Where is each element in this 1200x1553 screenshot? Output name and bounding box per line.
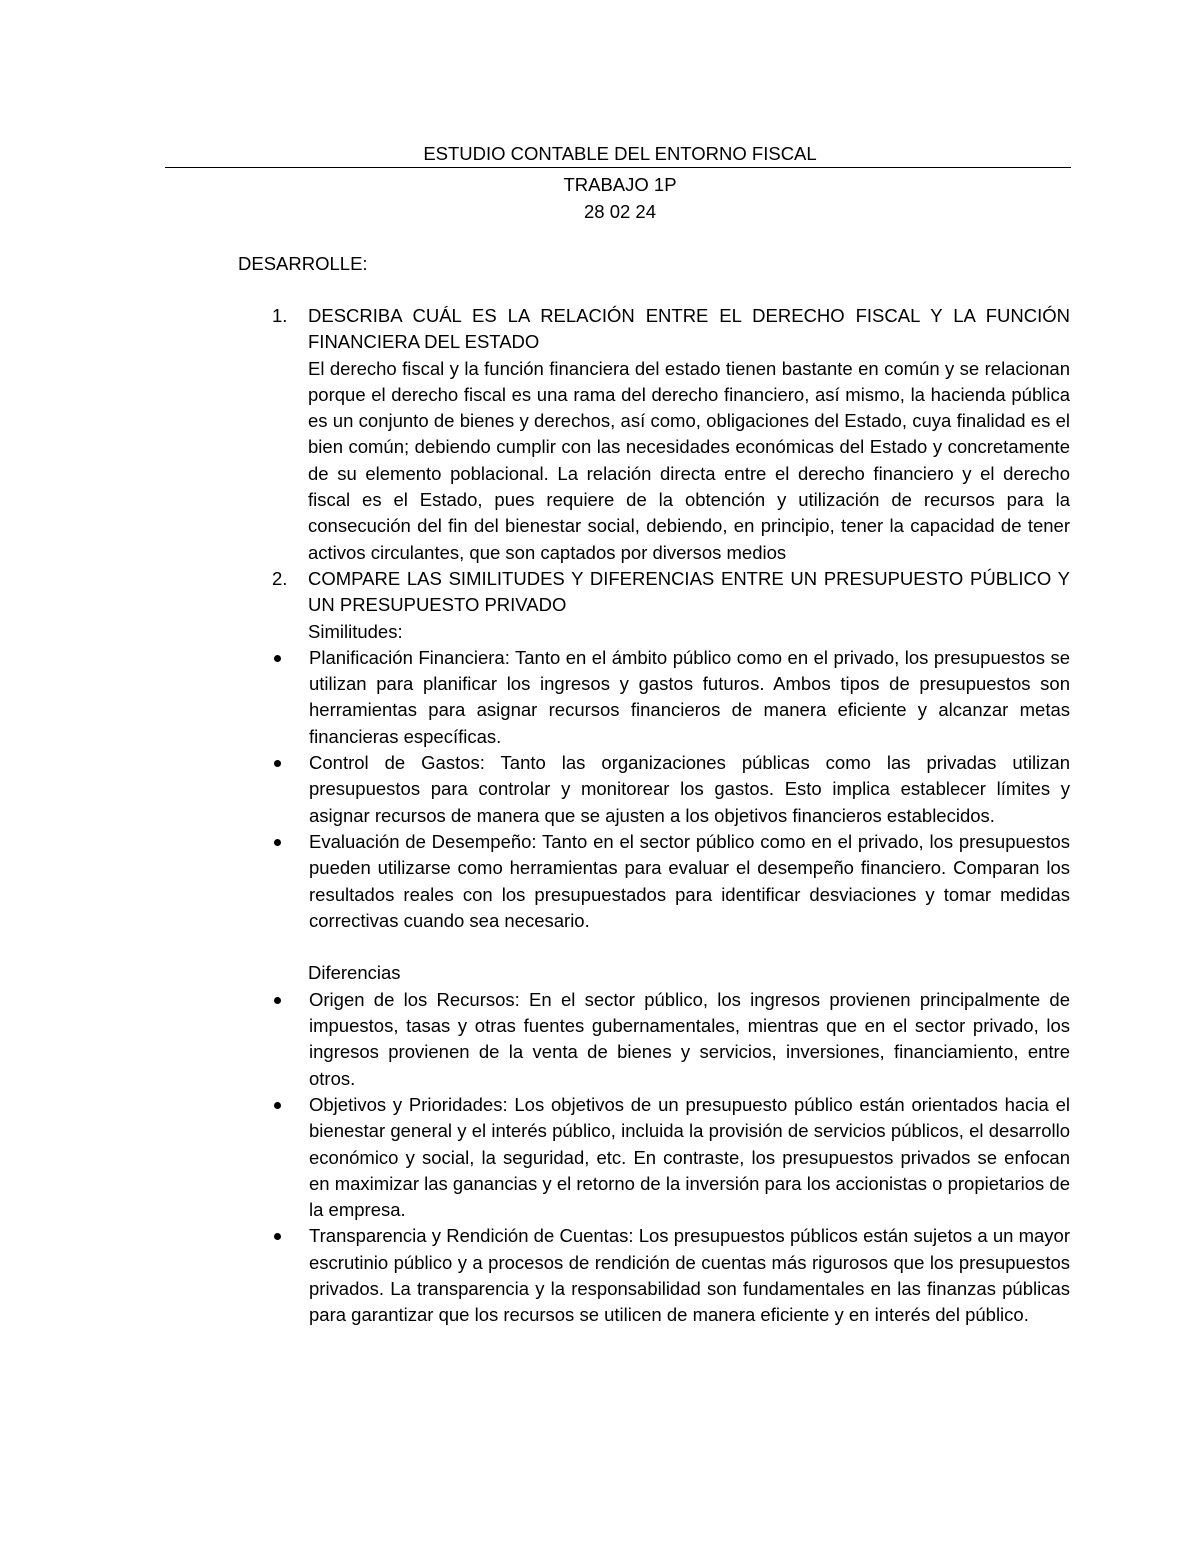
similarity-text: Planificación Financiera: Tanto en el ámbito público como en el privado, los presupuestos se utilizan para planificar los ingresos y gastos futuros. Ambos tipos de presupuestos son herramientas para asignar recursos financieros de manera eficiente y alcanzar metas financieras específicas. xyxy=(309,646,1070,747)
list-item xyxy=(238,1092,1070,1223)
difference-text: Origen de los Recursos: En el sector público, los ingresos provienen principalmente de impuestos, tasas y otras fuentes gubernamentales, mientras que en el sector privado, los ingresos provienen de la venta de bienes y servicios, inversiones, financiamiento, entre otros. xyxy=(309,988,1070,1089)
document-body xyxy=(238,303,1070,1329)
similarities-label: Similitudes: xyxy=(308,620,403,642)
question-1-number: 1. xyxy=(272,305,288,326)
differences-label: Diferencias xyxy=(308,962,401,984)
similarity-text: Control de Gastos: Tanto las organizaciones públicas como las privadas utilizan presupuestos para controlar y monitorear los gastos. Esto implica establecer límites y asignar recursos de manera que se ajusten a los objetivos financieros establecidos. xyxy=(309,752,1070,826)
question-2-number: 2. xyxy=(272,567,288,589)
question-2-text: COMPARE LAS SIMILITUDES Y DIFERENCIAS ENTRE UN PRESUPUESTO PÚBLICO Y UN PRESUPUESTO PRIVADO xyxy=(308,567,1070,616)
blank-line xyxy=(238,934,1070,960)
question-2 xyxy=(238,566,1070,645)
bullet-icon xyxy=(274,655,281,662)
similarity-text: Evaluación de Desempeño: Tanto en el sector público como en el privado, los presupuestos pueden utilizarse como herramientas para evaluar el desempeño financiero. Comparan los resultados reales con los presupuestados para identificar desviaciones y tomar medidas correctivas cuando sea necesario. xyxy=(309,830,1070,931)
bullet-icon xyxy=(274,839,281,846)
document-title: ESTUDIO CONTABLE DEL ENTORNO FISCAL xyxy=(423,143,817,164)
bullet-icon xyxy=(274,1102,281,1109)
question-1 xyxy=(238,303,1070,566)
difference-text: Objetivos y Prioridades: Los objetivos de un presupuesto público están orientados hacia el bienestar general y el interés público, incluida la provisión de servicios públicos, el desarrollo económico y social, la seguridad, etc. En contraste, los presupuestos privados se enfocan en maximizar las ganancias y el retorno de la inversión para los accionistas o propietarios de la empresa. xyxy=(309,1093,1070,1221)
bullet-icon xyxy=(274,1233,281,1240)
bullet-icon xyxy=(274,997,281,1004)
question-1-text: DESCRIBA CUÁL ES LA RELACIÓN ENTRE EL DERECHO FISCAL Y LA FUNCIÓN FINANCIERA DEL ESTADO xyxy=(308,305,1070,353)
bullet-icon xyxy=(274,760,281,767)
title-underline xyxy=(165,167,1071,168)
list-item xyxy=(238,987,1070,1092)
differences-list xyxy=(238,987,1070,1329)
differences-block xyxy=(238,960,1070,986)
similarities-list xyxy=(238,645,1070,934)
list-item xyxy=(238,645,1070,750)
instructions-heading: DESARROLLE: xyxy=(238,253,368,274)
list-item xyxy=(238,750,1070,829)
question-1-answer: El derecho fiscal y la función financiera del estado tienen bastante en común y se relacionan porque el derecho fiscal es una rama del derecho financiero, así mismo, la hacienda pública es un conjunto de bienes y derechos, así como, obligaciones del Estado, cuya finalidad es el bien común; debiendo cumplir con las necesidades económicas del Estado y concretamente de su elemento poblacional. La relación directa entre el derecho financiero y el derecho fiscal es el Estado, pues requiere de la obtención y utilización de recursos para la consecución del fin del bienestar social, debiendo, en principio, tener la capacidad de tener activos circulantes, que son captados por diversos medios xyxy=(308,357,1070,563)
list-item xyxy=(238,1223,1070,1328)
list-item xyxy=(238,829,1070,934)
assignment-label: TRABAJO 1P xyxy=(563,174,677,195)
document-date: 28 02 24 xyxy=(583,201,656,222)
difference-text: Transparencia y Rendición de Cuentas: Los presupuestos públicos están sujetos a un mayor escrutinio público y a procesos de rendición de cuentas más rigurosos que los presupuestos privados. La transparencia y la responsabilidad son fundamentales en las finanzas públicas para garantizar que los recursos se utilicen de manera eficiente y en interés del público. xyxy=(309,1225,1070,1326)
